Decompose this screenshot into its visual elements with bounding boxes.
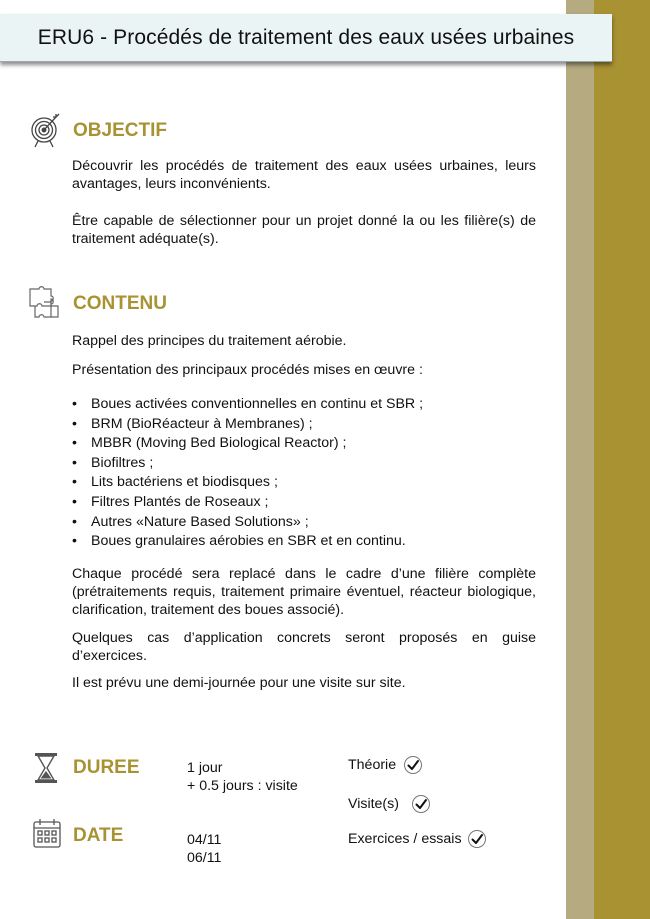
list-item: • Lits bactériens et biodisques ;: [72, 473, 542, 493]
contenu-intro-1: Rappel des principes du traitement aérobie.: [72, 333, 347, 349]
page-title: ERU6 - Procédés de traitement des eaux usées urbaines: [37, 25, 575, 49]
list-item: • MBBR (Moving Bed Biological Reactor) ;: [72, 434, 542, 454]
objectif-title: OBJECTIF: [73, 120, 167, 141]
date-line-2: 06/11: [187, 850, 222, 866]
check-circle-icon: [411, 794, 431, 814]
puzzle-icon: [27, 286, 61, 318]
duree-line-2: + 0.5 jours : visite: [187, 778, 298, 794]
modality-label-exercices: Exercices / essais: [348, 831, 462, 847]
contenu-intro-2: Présentation des principaux procédés mises en œuvre :: [72, 362, 423, 378]
side-stripe-dark: [594, 0, 650, 919]
date-line-1: 04/11: [187, 832, 222, 848]
duree-title: DUREE: [73, 757, 140, 778]
list-item: • Boues activées conventionnelles en continu et SBR ;: [72, 395, 542, 415]
header-bar: [0, 14, 612, 62]
contenu-title: CONTENU: [73, 293, 167, 314]
procedes-list: [72, 395, 542, 552]
side-stripe-light: [566, 0, 594, 919]
date-title: DATE: [73, 825, 124, 846]
target-icon: [29, 112, 61, 148]
hourglass-icon: [34, 752, 58, 784]
check-circle-icon: [467, 829, 487, 849]
list-item: • Autres «Nature Based Solutions» ;: [72, 513, 542, 533]
check-circle-icon: [403, 755, 423, 775]
objectif-paragraph-1: Découvrir les procédés de traitement des eaux usées urbaines, leurs avantages, leurs inconvénients.: [72, 158, 536, 192]
list-item: • BRM (BioRéacteur à Membranes) ;: [72, 415, 542, 435]
modality-label-visites: Visite(s): [348, 796, 399, 812]
contenu-outro-3: Il est prévu une demi-journée pour une visite sur site.: [72, 675, 406, 691]
contenu-outro-2: Quelques cas d’application concrets seront proposés en guise d’exercices.: [72, 630, 536, 664]
list-item: • Biofiltres ;: [72, 454, 542, 474]
duree-line-1: 1 jour: [187, 760, 223, 776]
list-item: • Boues granulaires aérobies en SBR et en continu.: [72, 532, 542, 552]
calendar-icon: [32, 817, 62, 849]
modality-label-theorie: Théorie: [348, 757, 397, 773]
list-item: • Filtres Plantés de Roseaux ;: [72, 493, 542, 513]
objectif-paragraph-2: Être capable de sélectionner pour un projet donné la ou les filière(s) de traitement adéquate(s).: [72, 213, 536, 247]
contenu-outro-1: Chaque procédé sera replacé dans le cadre d’une filière complète (prétraitements requis, traitement primaire éventuel, réacteur biologique, clarification, traitement des boues associé).: [72, 566, 536, 618]
